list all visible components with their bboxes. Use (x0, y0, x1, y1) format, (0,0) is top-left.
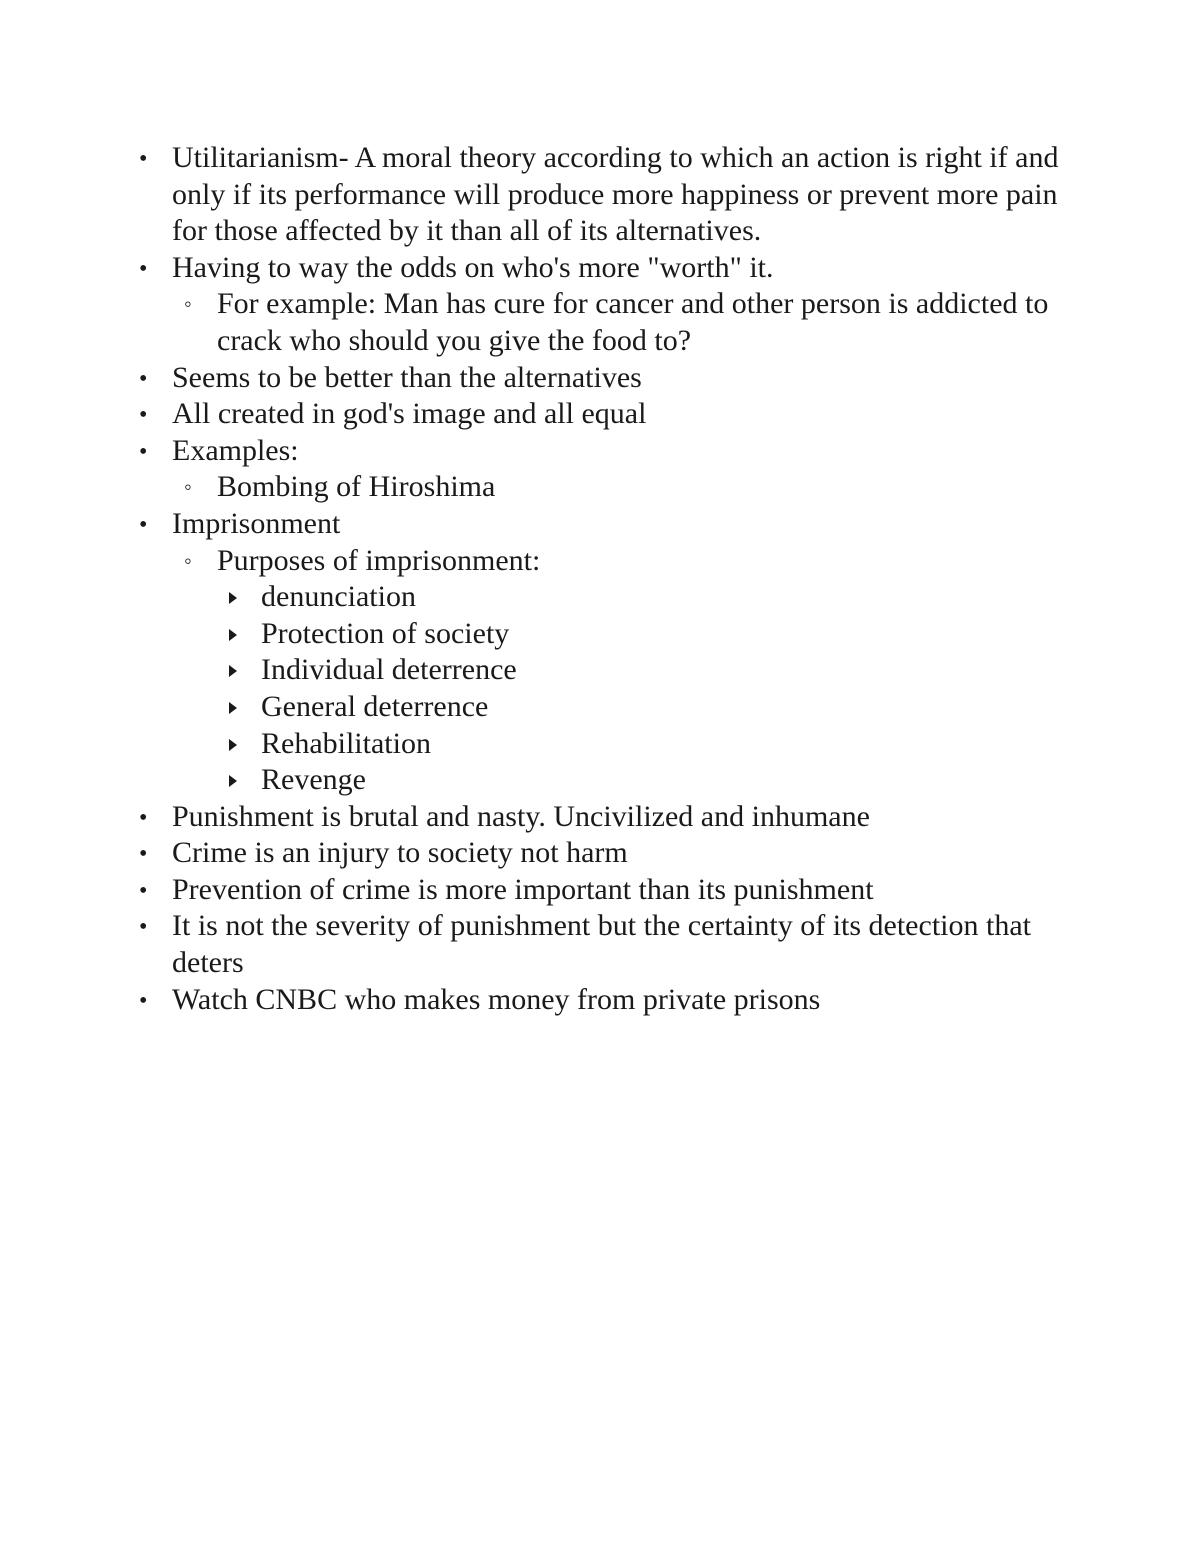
list-item (139, 250, 1072, 287)
list-item-text: Seems to be better than the alternatives (172, 360, 642, 394)
list-item (139, 506, 1072, 543)
list-item (172, 616, 1072, 653)
list-item-text: For example: Man has cure for cancer and other person is addicted to crack who should you give the food to? (217, 287, 1049, 357)
list-item (172, 726, 1072, 763)
list-item (139, 982, 1072, 1019)
bullet-icon: • (139, 438, 148, 465)
bullet-icon: • (139, 365, 148, 392)
list-item (139, 140, 1072, 250)
list-item-text: Prevention of crime is more important than its punishment (172, 872, 874, 906)
list-item (139, 872, 1072, 909)
list-item (139, 835, 1072, 872)
list-item (172, 286, 1072, 359)
bullet-icon: • (139, 914, 148, 941)
list-item (172, 579, 1072, 616)
list-item-text: Having to way the odds on who's more "worth" it. (172, 250, 774, 284)
list-item-text: Imprisonment (172, 506, 341, 540)
circle-bullet-icon: ◦ (184, 547, 192, 573)
list-item-text: Utilitarianism- A moral theory according to which an action is right if and only if its performance will produce more happiness or prevent more pain for those affected by it than all of its alternatives. (172, 141, 1059, 248)
triangle-bullet-icon (229, 762, 241, 799)
bullet-icon: • (139, 511, 148, 538)
bullet-icon: • (139, 987, 148, 1014)
list-item-text: Watch CNBC who makes money from private prisons (172, 982, 821, 1016)
notes-list (139, 140, 1072, 1018)
bullet-icon: • (139, 402, 148, 429)
list-item-text: Crime is an injury to society not harm (172, 836, 628, 870)
list-item (139, 433, 1072, 470)
bullet-icon: • (139, 255, 148, 282)
list-item (139, 908, 1072, 981)
bullet-icon: • (139, 804, 148, 831)
list-item (172, 762, 1072, 799)
list-item (139, 396, 1072, 433)
list-item-text: Bombing of Hiroshima (217, 470, 496, 504)
list-item-text: General deterrence (261, 689, 489, 723)
circle-bullet-icon: ◦ (184, 291, 192, 317)
list-item-text: All created in god's image and all equal (172, 397, 647, 431)
list-item-text: Purposes of imprisonment: (217, 543, 541, 577)
triangle-bullet-icon (229, 689, 241, 726)
bullet-icon: • (139, 146, 148, 172)
list-item (172, 543, 1072, 580)
list-item-text: Rehabilitation (261, 726, 431, 760)
triangle-bullet-icon (229, 726, 241, 763)
list-item-text: Revenge (261, 763, 366, 797)
list-item (139, 360, 1072, 397)
list-item (172, 689, 1072, 726)
list-item (139, 799, 1072, 836)
list-item-text: It is not the severity of punishment but the certainty of its detection that deters (172, 909, 1031, 980)
list-item-text: denunciation (261, 580, 416, 614)
list-item-text: Punishment is brutal and nasty. Uncivilized and inhumane (172, 799, 870, 833)
triangle-bullet-icon (229, 616, 241, 653)
triangle-bullet-icon (229, 579, 241, 616)
circle-bullet-icon: ◦ (184, 474, 192, 500)
bullet-icon: • (139, 877, 148, 904)
list-item-text: Protection of society (261, 616, 510, 650)
list-item (172, 652, 1072, 689)
bullet-icon: • (139, 841, 148, 868)
list-item-text: Examples: (172, 433, 299, 467)
list-item-text: Individual deterrence (261, 653, 517, 687)
triangle-bullet-icon (229, 652, 241, 689)
list-item (172, 469, 1072, 506)
